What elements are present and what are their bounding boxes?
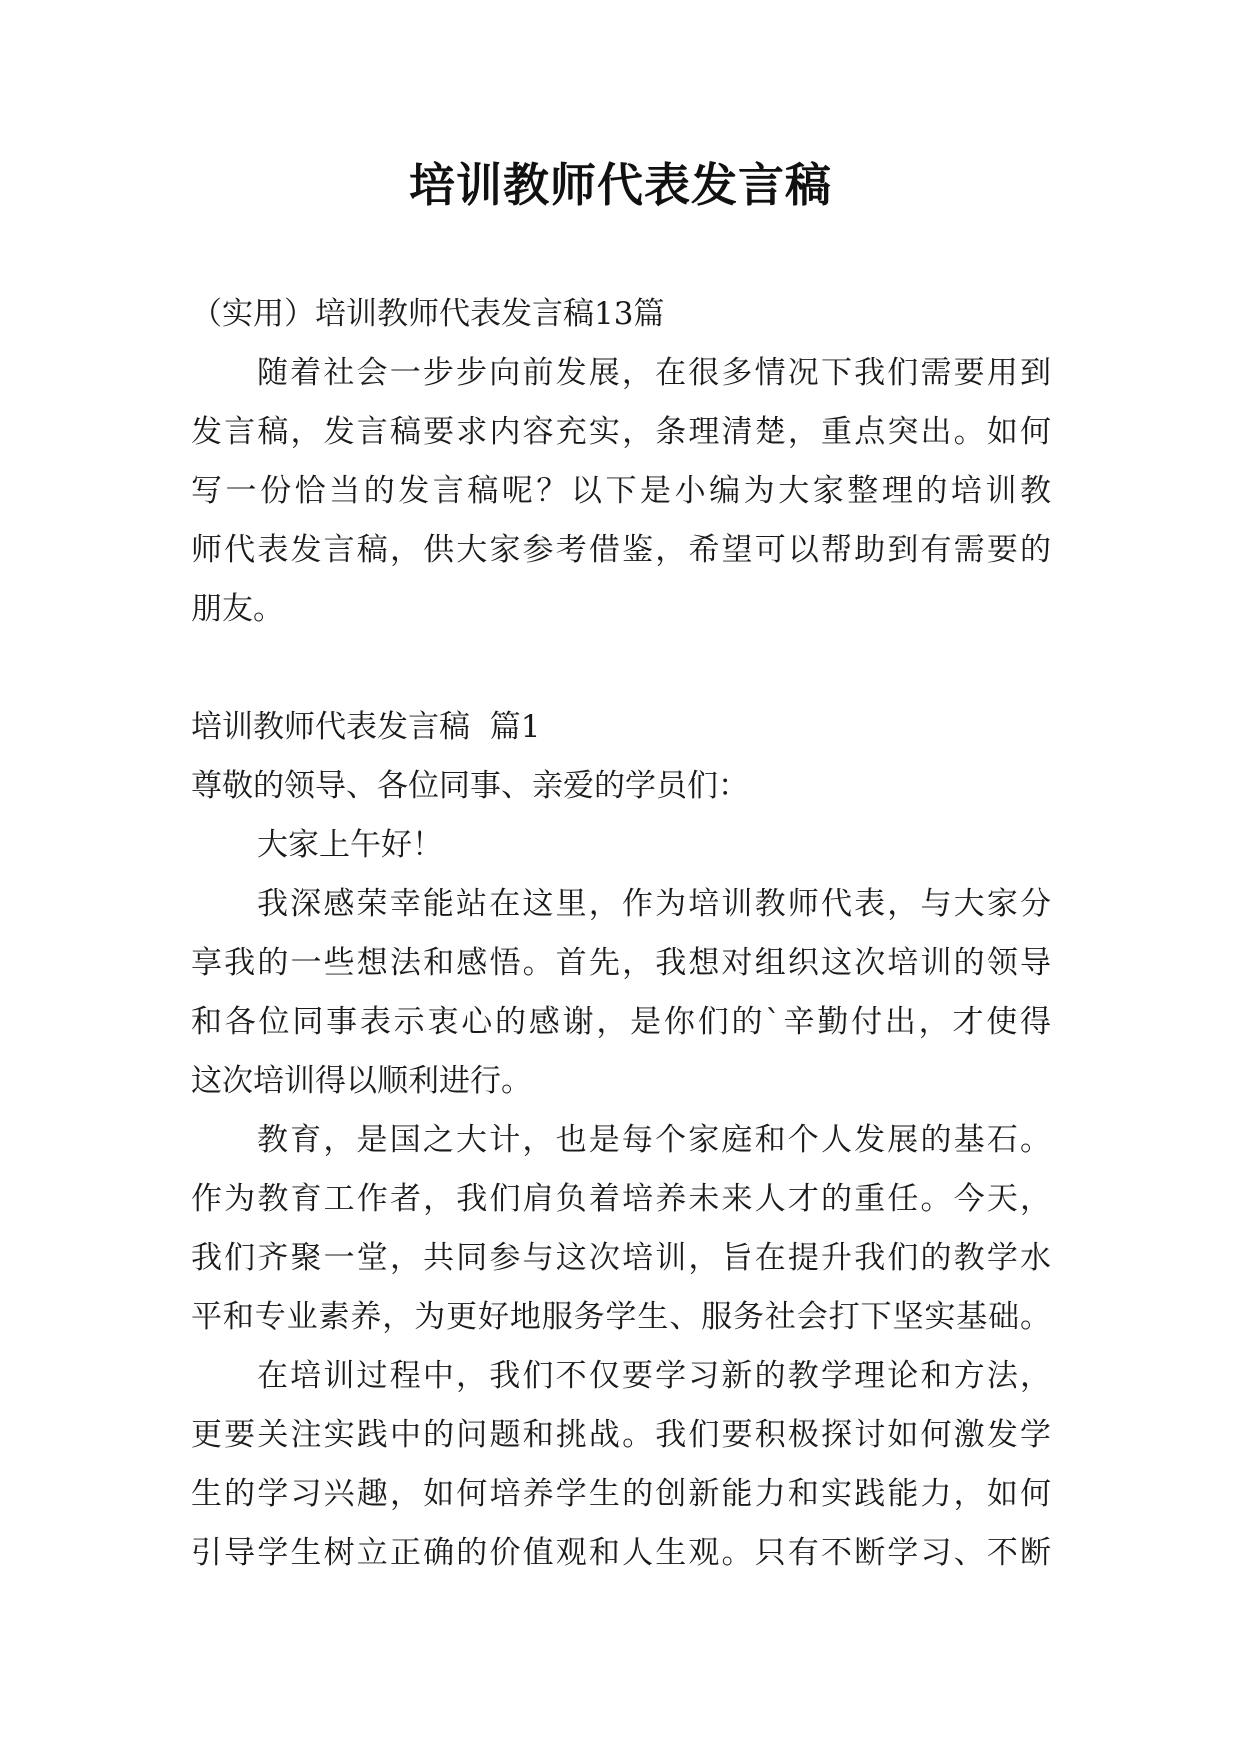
- text-line: 在培训过程中，我们不仅要学习新的教学理论和方法，: [257, 1358, 1051, 1394]
- document-body: [191, 285, 1051, 1583]
- text-line: 作为教育工作者，我们肩负着培养未来人才的重任。今天，: [191, 1181, 1051, 1217]
- text-line: 生的学习兴趣，如何培养学生的创新能力和实践能力，如何: [191, 1476, 1051, 1512]
- document-title: 培训教师代表发言稿: [409, 158, 832, 212]
- text-line: 引导学生树立正确的价值观和人生观。只有不断学习、不断: [191, 1535, 1051, 1571]
- body-paragraph-3: [191, 1347, 1051, 1583]
- body-paragraph-1: [191, 875, 1051, 1111]
- text-line: 发言稿，发言稿要求内容充实，条理清楚，重点突出。如何: [191, 414, 1051, 450]
- section-heading: 培训教师代表发言稿 篇1: [191, 709, 541, 745]
- text-line: 朋友。: [191, 591, 284, 627]
- document-subtitle: （实用）培训教师代表发言稿13篇: [191, 296, 665, 332]
- text-line: 更要关注实践中的问题和挑战。我们要积极探讨如何激发学: [191, 1417, 1051, 1453]
- greeting: 大家上午好！: [257, 827, 443, 863]
- text-line: 教育，是国之大计，也是每个家庭和个人发展的基石。: [257, 1122, 1051, 1158]
- text-line: 平和专业素养，为更好地服务学生、服务社会打下坚实基础。: [191, 1299, 1051, 1335]
- text-line: 我深感荣幸能站在这里，作为培训教师代表，与大家分: [257, 886, 1051, 922]
- section-spacer: [191, 639, 1051, 698]
- body-paragraph-2: [191, 1111, 1051, 1347]
- text-line: 享我的一些想法和感悟。首先，我想对组织这次培训的领导: [191, 945, 1051, 981]
- text-line: 我们齐聚一堂，共同参与这次培训，旨在提升我们的教学水: [191, 1240, 1051, 1276]
- text-line: 这次培训得以顺利进行。: [191, 1063, 532, 1099]
- text-line: 随着社会一步步向前发展，在很多情况下我们需要用到: [257, 355, 1051, 391]
- text-line: 和各位同事表示衷心的感谢，是你们的`辛勤付出，才使得: [191, 1004, 1051, 1040]
- salutation: 尊敬的领导、各位同事、亲爱的学员们：: [191, 768, 749, 804]
- text-line: 师代表发言稿，供大家参考借鉴，希望可以帮助到有需要的: [191, 532, 1051, 568]
- intro-paragraph: [191, 344, 1051, 639]
- text-line: 写一份恰当的发言稿呢？以下是小编为大家整理的培训教: [191, 473, 1051, 509]
